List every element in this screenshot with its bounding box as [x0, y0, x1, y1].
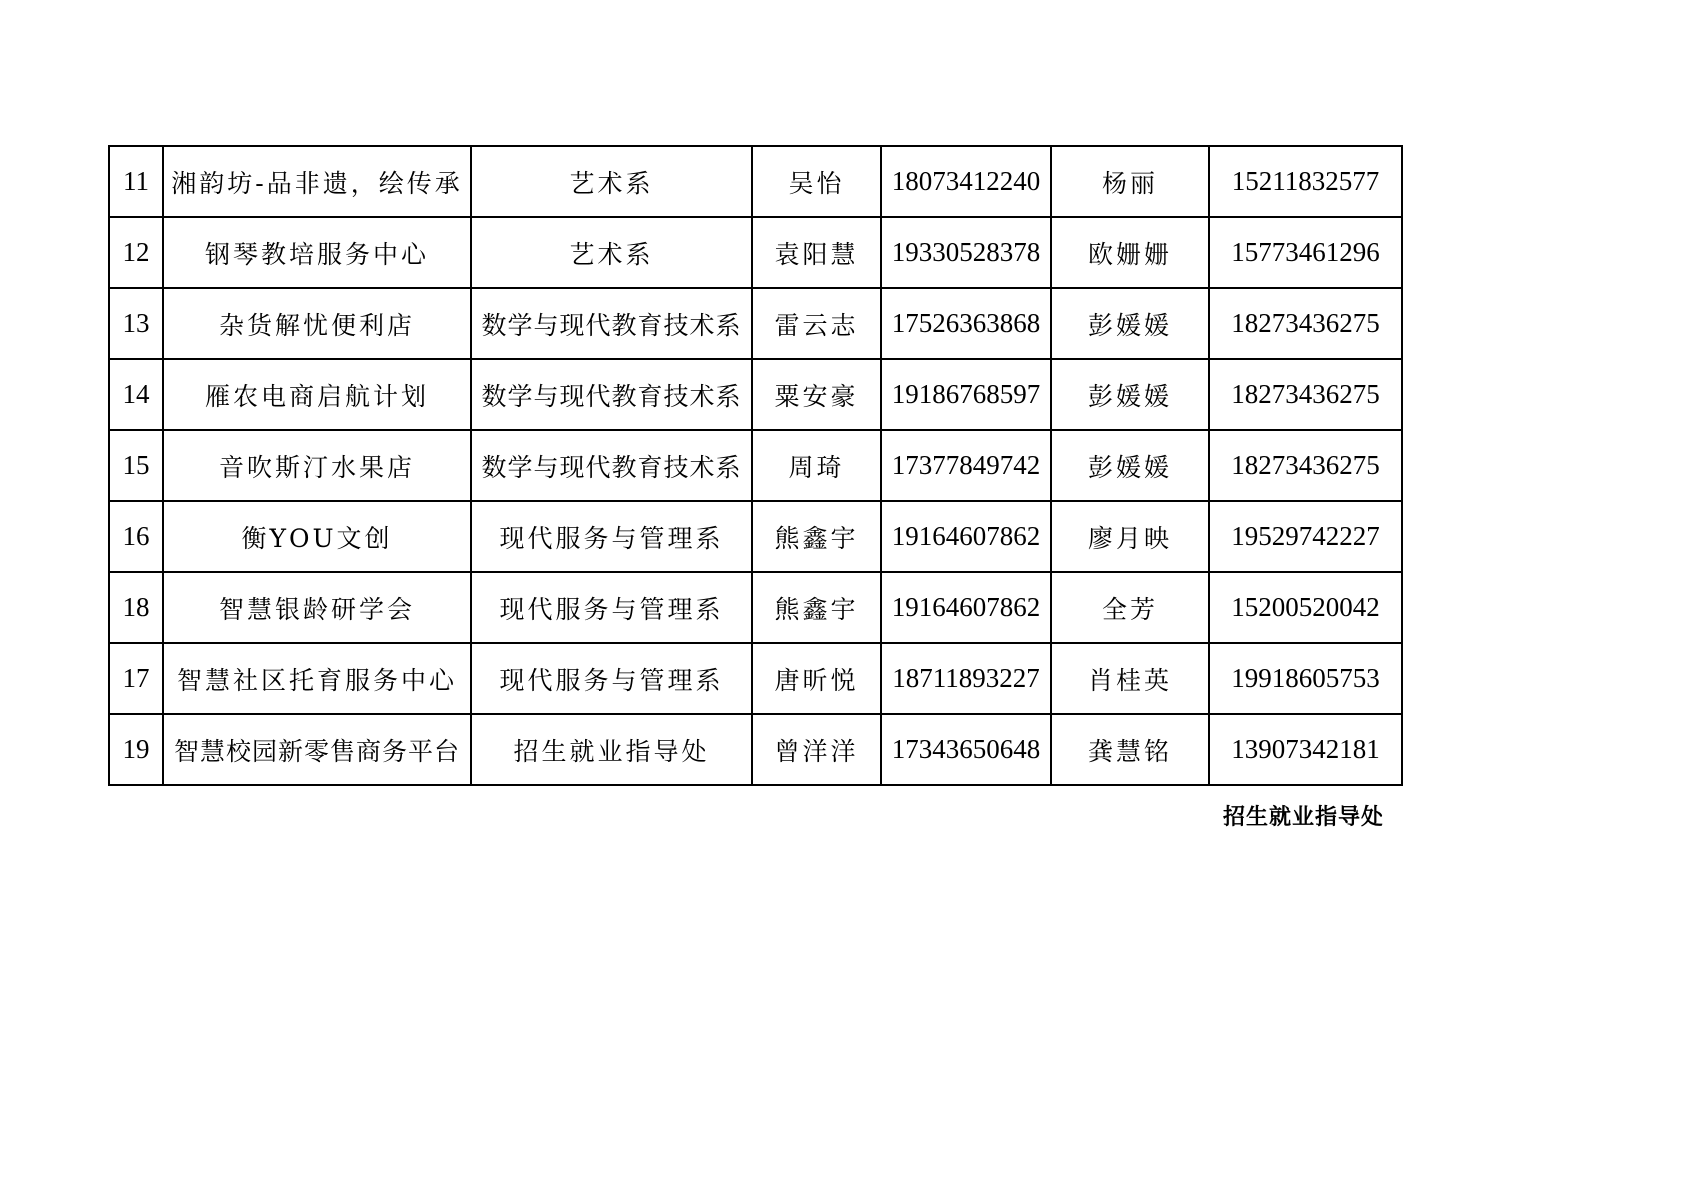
advisor-name-cell: 欧姗姗 [1051, 217, 1209, 288]
student-name-cell: 曾洋洋 [752, 714, 881, 785]
student-phone-cell: 18073412240 [881, 146, 1051, 217]
project-name-cell: 湘韵坊-品非遗，绘传承 [163, 146, 471, 217]
advisor-name-cell: 杨丽 [1051, 146, 1209, 217]
student-name-cell: 粟安豪 [752, 359, 881, 430]
table-body [109, 146, 1402, 785]
table-row [109, 501, 1402, 572]
table-row [109, 217, 1402, 288]
advisor-phone-cell: 13907342181 [1209, 714, 1402, 785]
advisor-name-cell: 彭媛媛 [1051, 430, 1209, 501]
project-name-cell: 智慧银龄研学会 [163, 572, 471, 643]
student-phone-cell: 17377849742 [881, 430, 1051, 501]
project-name-cell: 衡YOU文创 [163, 501, 471, 572]
advisor-name-cell: 廖月映 [1051, 501, 1209, 572]
student-name-cell: 袁阳慧 [752, 217, 881, 288]
advisor-phone-cell: 15773461296 [1209, 217, 1402, 288]
advisor-phone-cell: 18273436275 [1209, 359, 1402, 430]
advisor-name-cell: 全芳 [1051, 572, 1209, 643]
advisor-name-cell: 彭媛媛 [1051, 288, 1209, 359]
student-name-cell: 雷云志 [752, 288, 881, 359]
advisor-phone-cell: 15200520042 [1209, 572, 1402, 643]
table-row [109, 714, 1402, 785]
department-cell: 数学与现代教育技术系 [471, 288, 752, 359]
department-cell: 数学与现代教育技术系 [471, 430, 752, 501]
row-number-cell: 12 [109, 217, 163, 288]
advisor-phone-cell: 19918605753 [1209, 643, 1402, 714]
student-name-cell: 熊鑫宇 [752, 501, 881, 572]
row-number-cell: 14 [109, 359, 163, 430]
row-number-cell: 11 [109, 146, 163, 217]
project-name-cell: 智慧校园新零售商务平台 [163, 714, 471, 785]
table-row [109, 146, 1402, 217]
student-name-cell: 吴怡 [752, 146, 881, 217]
row-number-cell: 13 [109, 288, 163, 359]
student-phone-cell: 17343650648 [881, 714, 1051, 785]
student-name-cell: 唐昕悦 [752, 643, 881, 714]
student-name-cell: 周琦 [752, 430, 881, 501]
project-name-cell: 杂货解忧便利店 [163, 288, 471, 359]
table-row [109, 572, 1402, 643]
row-number-cell: 15 [109, 430, 163, 501]
table-row [109, 643, 1402, 714]
student-phone-cell: 17526363868 [881, 288, 1051, 359]
student-phone-cell: 18711893227 [881, 643, 1051, 714]
department-cell: 招生就业指导处 [471, 714, 752, 785]
table-row [109, 359, 1402, 430]
student-phone-cell: 19164607862 [881, 501, 1051, 572]
advisor-phone-cell: 18273436275 [1209, 288, 1402, 359]
department-cell: 现代服务与管理系 [471, 572, 752, 643]
issuer-note: 招生就业指导处 [1222, 805, 1384, 830]
project-name-cell: 音吹斯汀水果店 [163, 430, 471, 501]
row-number-cell: 16 [109, 501, 163, 572]
table-row [109, 430, 1402, 501]
student-name-cell: 熊鑫宇 [752, 572, 881, 643]
department-cell: 艺术系 [471, 146, 752, 217]
department-cell: 艺术系 [471, 217, 752, 288]
row-number-cell: 19 [109, 714, 163, 785]
advisor-name-cell: 彭媛媛 [1051, 359, 1209, 430]
row-number-cell: 17 [109, 643, 163, 714]
row-number-cell: 18 [109, 572, 163, 643]
advisor-phone-cell: 18273436275 [1209, 430, 1402, 501]
student-phone-cell: 19330528378 [881, 217, 1051, 288]
advisor-phone-cell: 19529742227 [1209, 501, 1402, 572]
department-cell: 现代服务与管理系 [471, 501, 752, 572]
advisor-name-cell: 龚慧铭 [1051, 714, 1209, 785]
department-cell: 数学与现代教育技术系 [471, 359, 752, 430]
project-name-cell: 雁农电商启航计划 [163, 359, 471, 430]
table-row [109, 288, 1402, 359]
project-name-cell: 智慧社区托育服务中心 [163, 643, 471, 714]
project-table [108, 145, 1403, 786]
student-phone-cell: 19186768597 [881, 359, 1051, 430]
student-phone-cell: 19164607862 [881, 572, 1051, 643]
advisor-name-cell: 肖桂英 [1051, 643, 1209, 714]
advisor-phone-cell: 15211832577 [1209, 146, 1402, 217]
project-name-cell: 钢琴教培服务中心 [163, 217, 471, 288]
department-cell: 现代服务与管理系 [471, 643, 752, 714]
